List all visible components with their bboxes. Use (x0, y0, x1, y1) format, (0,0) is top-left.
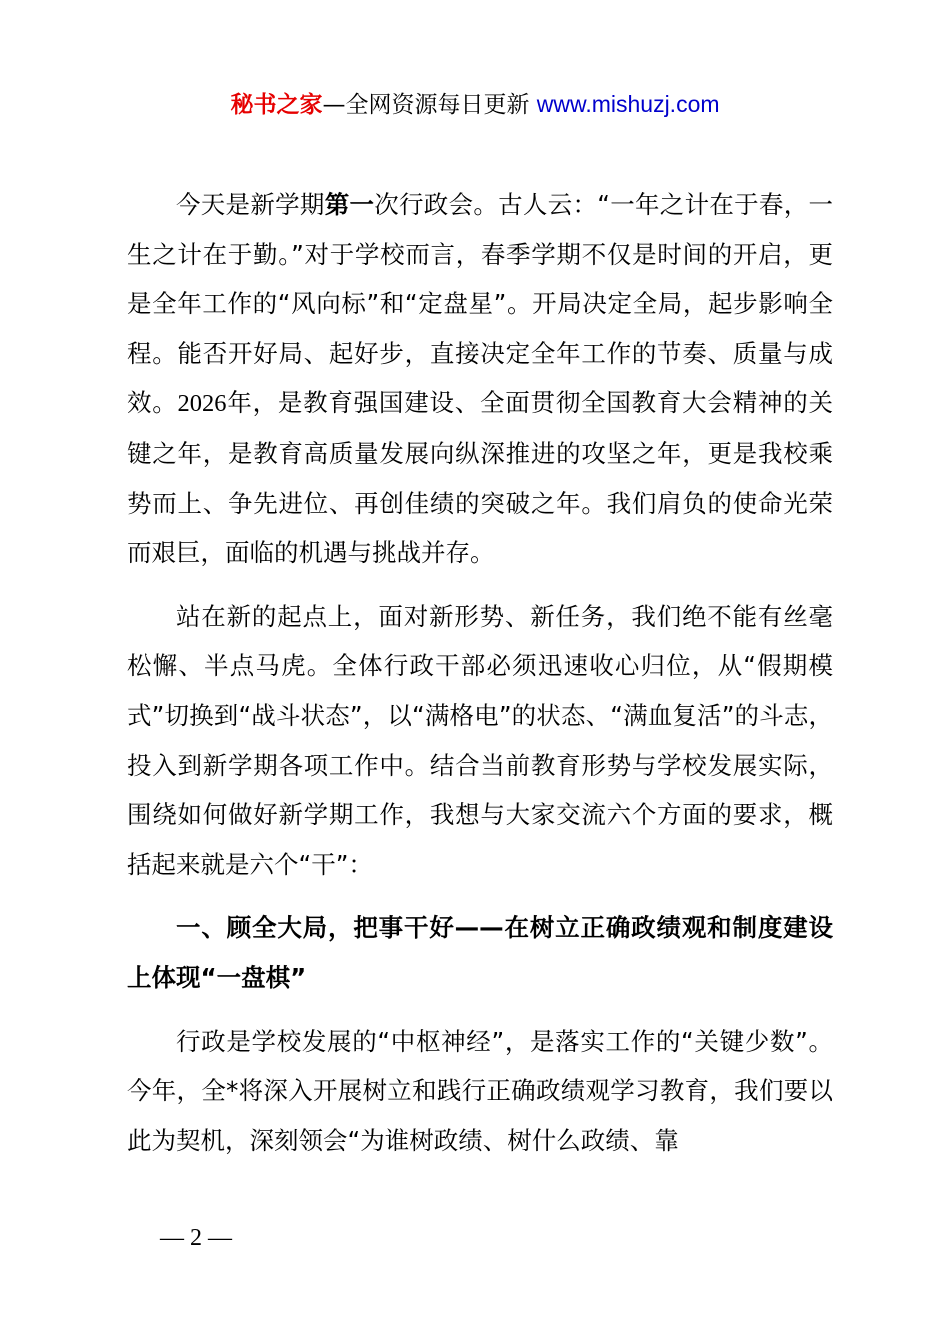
page-number: — 2 — (160, 1225, 232, 1251)
site-banner (0, 84, 950, 125)
intro-text-end: 年，是教育强国建设、全面贯彻全国教育大会精神的关键之年，是教育高质量发展向纵深推进的攻坚之年，更是我校乘势而上、争先进位、再创佳绩的突破之年。我们肩负的使命光荣而艰巨，面临的机遇与挑战并存。 (127, 388, 834, 568)
brand-name: 秘书之家 (230, 92, 323, 118)
intro-text-start: 今天是新学期 (176, 190, 325, 219)
intro-bold-text: 第一 (324, 190, 375, 219)
year-number: 2026 (177, 390, 227, 418)
banner-tagline: —全网资源每日更新 (322, 92, 530, 118)
section-heading-1: 一、顾全大局，把事干好——在树立正确政绩观和制度建设上体现“一盘棋” (127, 913, 833, 992)
paragraph-intro (127, 180, 833, 578)
paragraph-section-1: 行政是学校发展的“中枢神经”，是落实工作的“关键少数”。今年，全*将深入开展树立和践行正确政绩观学习教育，我们要以此为契机，深刻领会“为谁树政绩、树什么政绩、靠 (127, 1026, 833, 1155)
document-body (127, 180, 833, 1179)
website-link[interactable]: www.mishuzj.com (536, 91, 720, 117)
paragraph-requirements: 站在新的起点上，面对新形势、新任务，我们绝不能有丝毫松懈、半点马虎。全体行政干部必须迅速收心归位，从“假期模式”切换到“战斗状态”，以“满格电”的状态、“满血复活”的斗志，投入到新学期各项工作中。结合当前教育形势与学校发展实际，围绕如何做好新学期工作，我想与大家交流六个方面的要求，概括起来就是六个“干”： (127, 601, 833, 879)
intro-text-middle: 次行政会。古人云：“一年之计在于春，一生之计在于勤。”对于学校而言，春季学期不仅是时间的开启，更是全年工作的“风向标”和“定盘星”。开局决定全局，起步影响全程。能否开好局、起好步，直接决定全年工作的节奏、质量与成效。 (127, 190, 833, 418)
